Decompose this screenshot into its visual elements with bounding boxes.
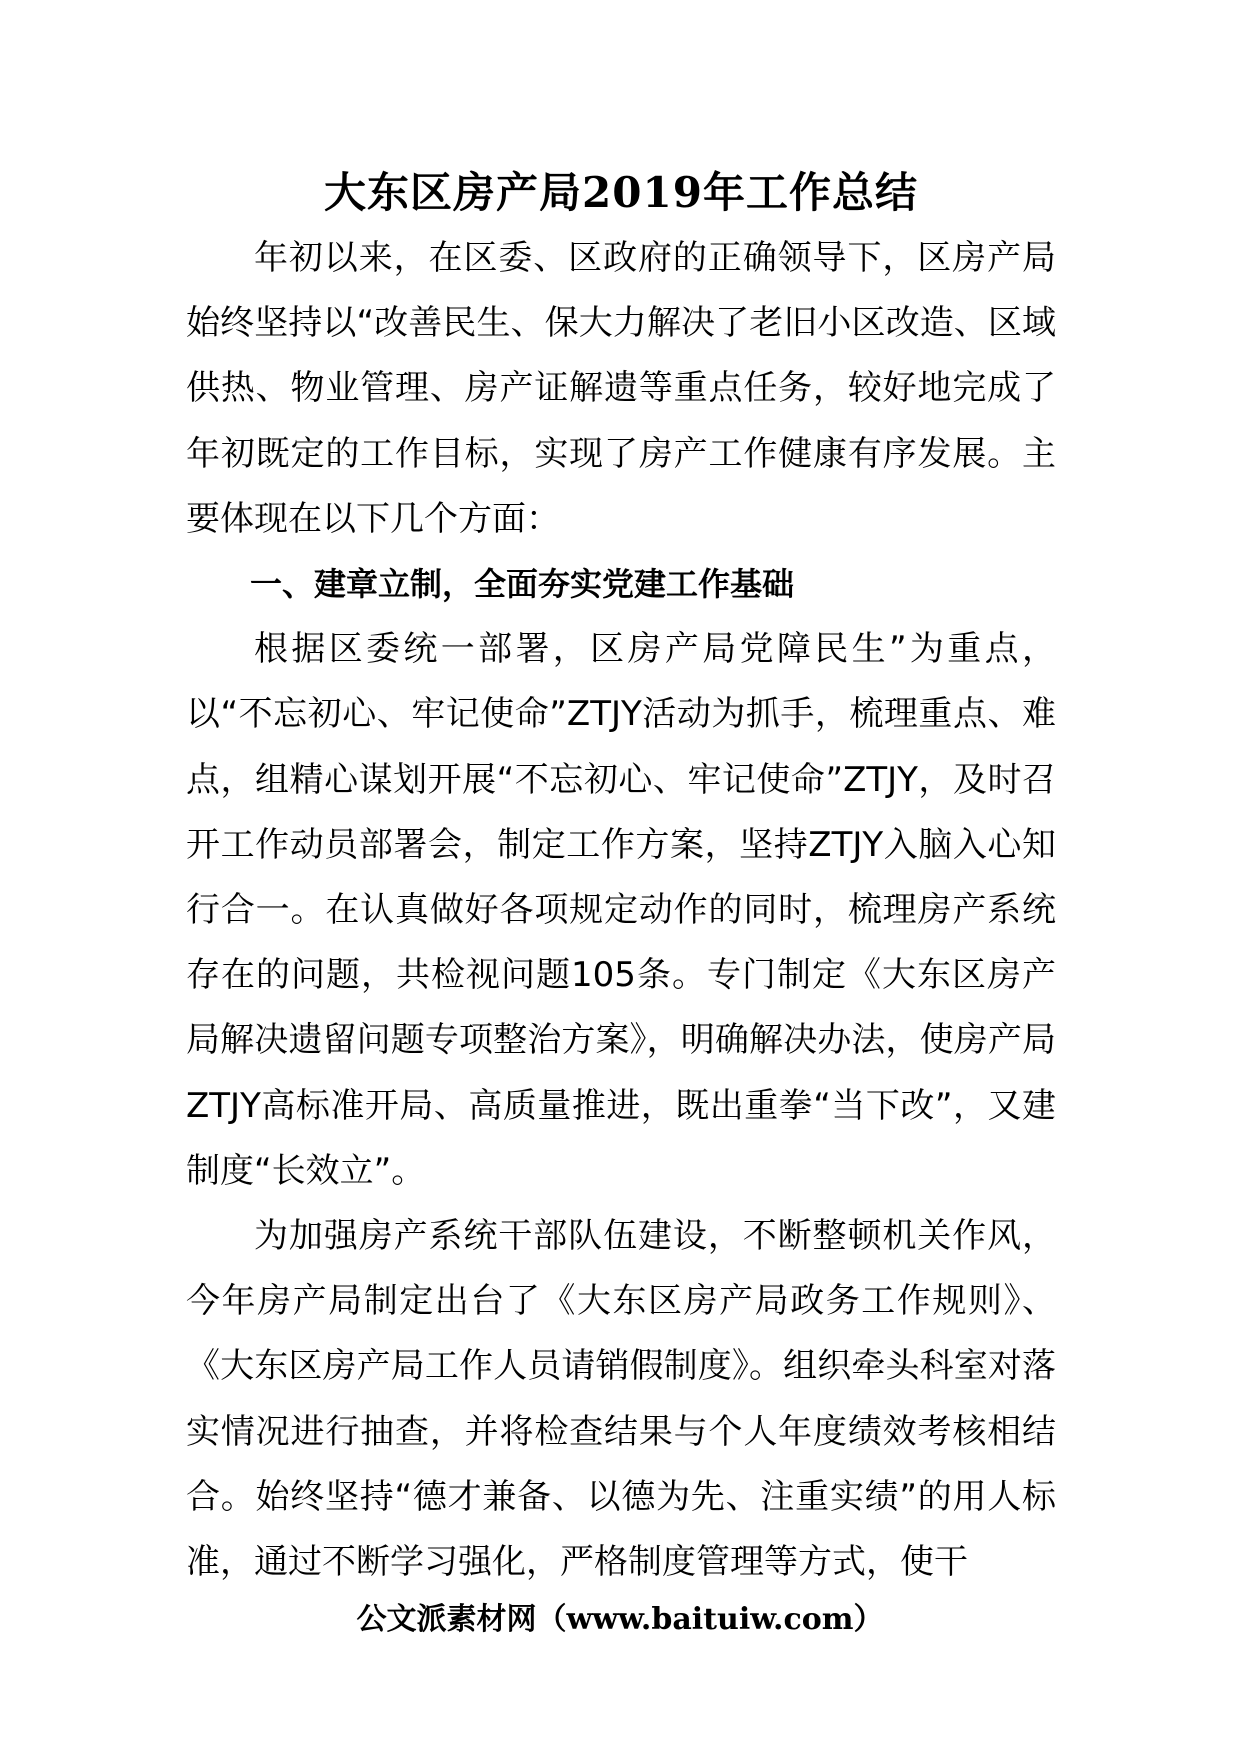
section-heading-1: 一、建章立制，全面夯实党建工作基础 xyxy=(250,565,795,604)
document-body xyxy=(186,160,1056,1595)
footer-watermark: 公文派素材网（www.baituiw.com） xyxy=(356,1602,884,1637)
paragraph-cadre-team: 为加强房产系统干部队伍建设，不断整顿机关作风，今年房产局制定出台了《大东区房产局政务工作规则》、《大东区房产局工作人员请销假制度》。组织牵头科室对落实情况进行抽查，并将检查结果与个人年度绩效考核相结合。始终坚持“德才兼备、以德为先、注重实绩”的用人标准，通过不断学习强化，严格制度管理等方式，使干 xyxy=(186,1216,1056,1583)
document-title: 大东区房产局2019年工作总结 xyxy=(324,168,918,217)
paragraph-party-building: 根据区委统一部署，区房产局党障民生”为重点，以“不忘初心、牢记使命”ZTJY活动为抓手，梳理重点、难点，组精心谋划开展“不忘初心、牢记使命”ZTJY，及时召开工作动员部署会，制定工作方案，坚持ZTJY入脑入心知行合一。在认真做好各项规定动作的同时，梳理房产系统存在的问题，共检视问题105条。专门制定《大东区房产局解决遗留问题专项整治方案》，明确解决办法，使房产局ZTJY高标准开局、高质量推进，既出重拳“当下改”，又建制度“长效立”。 xyxy=(186,629,1056,1191)
paragraph-intro: 年初以来，在区委、区政府的正确领导下，区房产局始终坚持以“改善民生、保大力解决了老旧小区改造、区域供热、物业管理、房产证解遗等重点任务，较好地完成了年初既定的工作目标，实现了房产工作健康有序发展。主要体现在以下几个方面： xyxy=(186,238,1056,539)
